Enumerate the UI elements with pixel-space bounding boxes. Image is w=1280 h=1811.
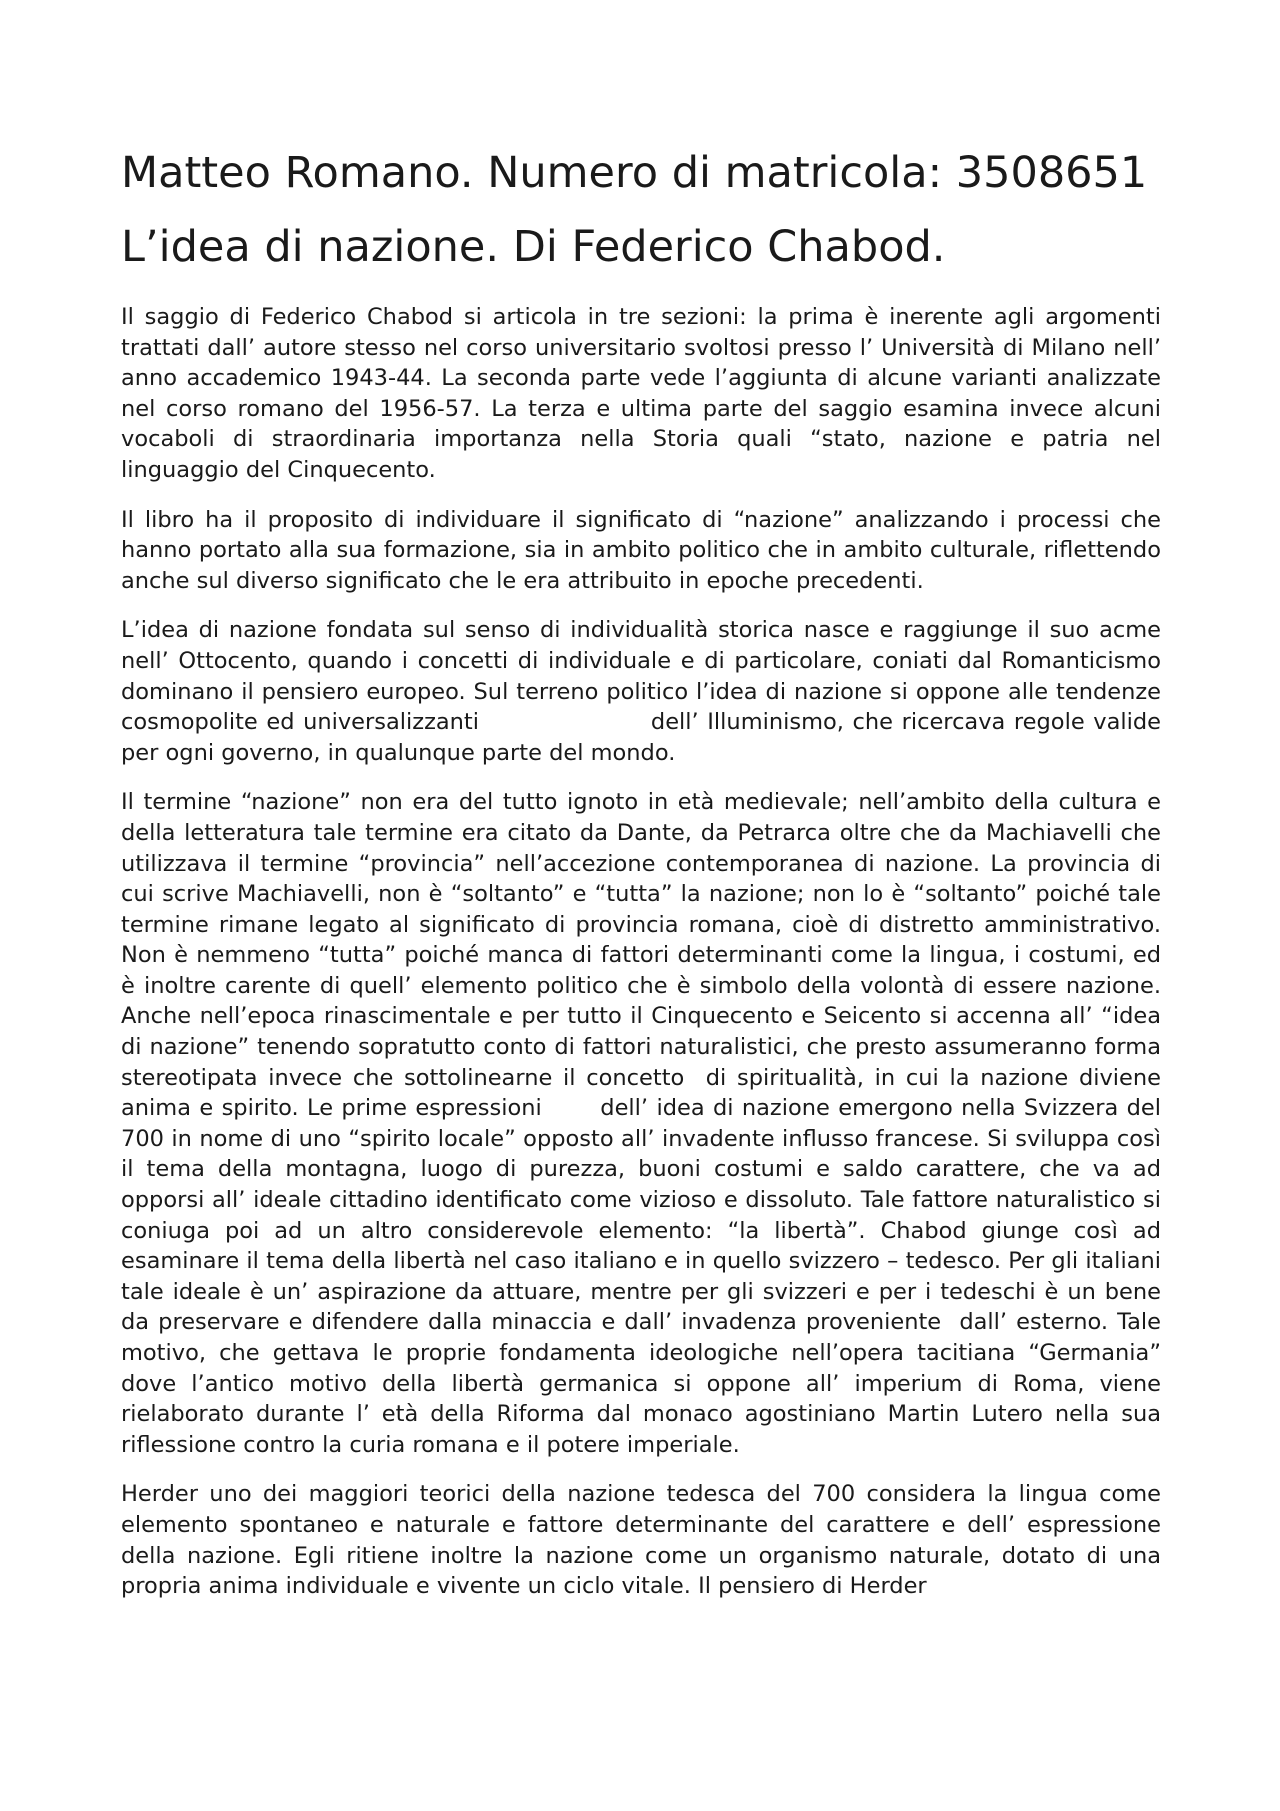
author-heading: Matteo Romano. Numero di matricola: 3508651 bbox=[121, 148, 1148, 198]
paragraph-term-nazione: Il termine “nazione” non era del tutto ignoto in età medievale; nell’ambito della cultura e della letteratura tale termine era citato da Dante, da Petrarca oltre che da Machiavelli che utilizzava il termine “provincia” nell’accezione contemporanea di nazione. La provincia di cui scrive Machiavelli, non è “soltanto” e “tutta” la nazione; non lo è “soltanto” poiché tale termine rimane legato al significato di provincia romana, cioè di distretto amministrativo. Non è nemmeno “tutta” poiché manca di fattori determinanti come la lingua, i costumi, ed è inoltre carente di quell’ elemento politico che è simbolo della volontà di essere nazione. Anche nell’epoca rinascimentale e per tutto il Cinquecento e Seicento si accenna all’ “idea di nazione” tenendo sopratutto conto di fattori naturalistici, che presto assumeranno forma stereotipata invece che sottolinearne il concetto di spiritualità, in cui la nazione diviene anima e spirito. Le prime espressioni dell’ idea di nazione emergono nella Svizzera del 700 in nome di uno “spirito locale” opposto all’ invadente influsso francese. Si sviluppa così il tema della montagna, luogo di purezza, buoni costumi e saldo carattere, che va ad opporsi all’ ideale cittadino identificato come vizioso e dissoluto. Tale fattore naturalistico si coniuga poi ad un altro considerevole elemento: “la libertà”. Chabod giunge così ad esaminare il tema della libertà nel caso italiano e in quello svizzero – tedesco. Per gli italiani tale ideale è un’ aspirazione da attuare, mentre per gli svizzeri e per i tedeschi è un bene da preservare e difendere dalla minaccia e dall’ invadenza proveniente dall’ esterno. Tale motivo, che gettava le proprie fondamenta ideologiche nell’opera tacitiana “Germania” dove l’antico motivo della libertà germanica si oppone all’ imperium di Roma, viene rielaborato durante l’ età della Riforma dal monaco agostiniano Martin Lutero nella sua riflessione contro la curia romana e il potere imperiale. bbox=[121, 789, 1183, 1458]
paragraph-herder: Herder uno dei maggiori teorici della nazione tedesca del 700 considera la lingua come elemento spontaneo e naturale e fattore determinante del carattere e dell’ espressione della nazione. Egli ritiene inoltre la nazione come un organismo naturale, dotato di una propria anima individuale e vivente un ciclo vitale. Il pensiero di Herder bbox=[121, 1481, 1161, 1600]
paragraph-idea-of-nation: L’idea di nazione fondata sul senso di individualità storica nasce e raggiunge il suo acme nell’ Ottocento, quando i concetti di individuale e di particolare, coniati dal Romanticismo dominano il pensiero europeo. Sul terreno politico l’idea di nazione si oppone alle tendenze cosmopolite ed universalizzanti dell’ Illuminismo, che ricercava regole valide per ogni governo, in qualunque parte del mondo. bbox=[121, 617, 1169, 766]
document-page bbox=[121, 146, 1183, 1621]
title-heading: L’idea di nazione. Di Federico Chabod. bbox=[121, 222, 946, 272]
paragraph-intro: Il saggio di Federico Chabod si articola in tre sezioni: la prima è inerente agli argomenti trattati dall’ autore stesso nel corso universitario svoltosi presso l’ Università di Milano nell’ anno accademico 1943-44. La seconda parte vede l’aggiunta di alcune varianti analizzate nel corso romano del 1956-57. La terza e ultima parte del saggio esamina invece alcuni vocaboli di straordinaria importanza nella Storia quali “stato, nazione e patria nel linguaggio del Cinquecento. bbox=[121, 304, 1161, 483]
paragraph-purpose: Il libro ha il proposito di individuare il significato di “nazione” analizzando i processi che hanno portato alla sua formazione, sia in ambito politico che in ambito culturale, riflettendo anche sul diverso significato che le era attribuito in epoche precedenti. bbox=[121, 506, 1161, 594]
